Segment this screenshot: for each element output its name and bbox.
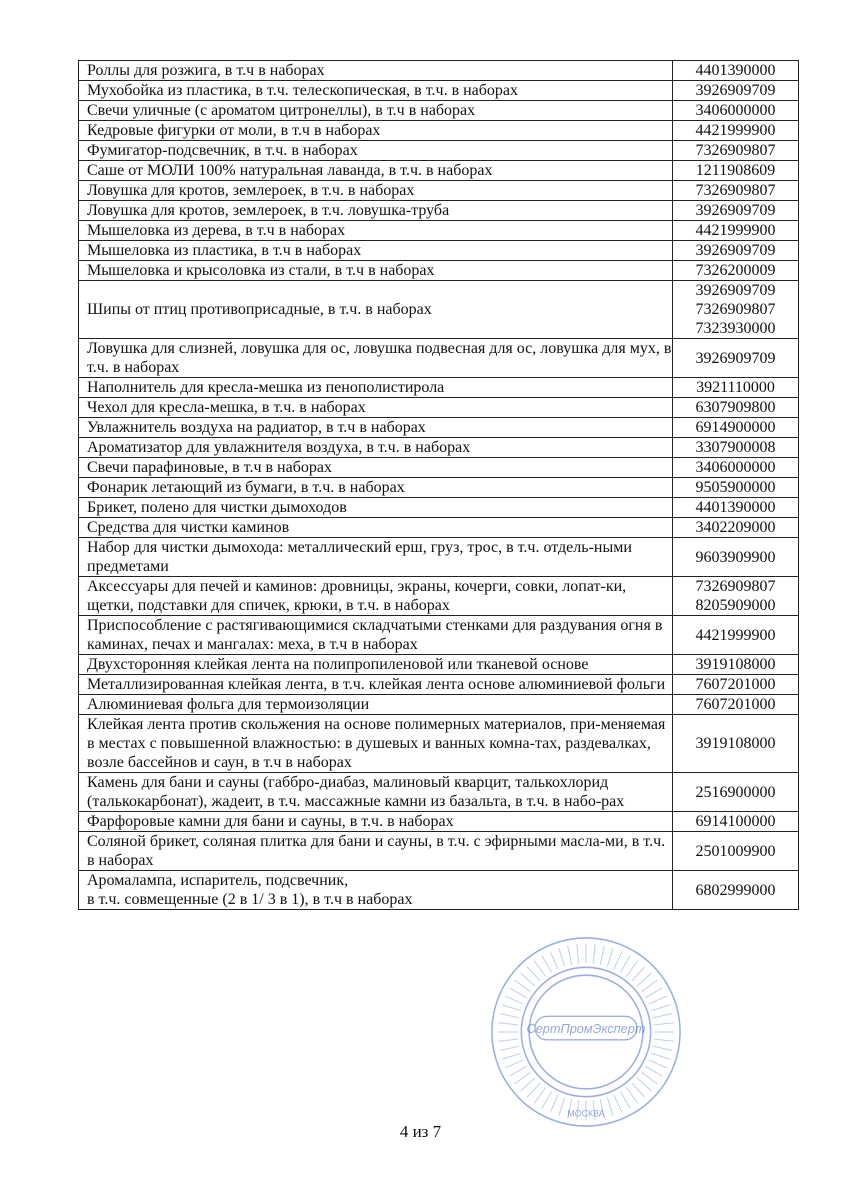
- table-row: [79, 695, 799, 715]
- table-row: [79, 518, 799, 538]
- hs-code: 6802999000: [695, 881, 776, 899]
- product-name-cell: Свечи парафиновые, в т.ч в наборах: [79, 458, 673, 478]
- hs-code: 3926909709: [695, 349, 776, 367]
- hs-code-cell: [673, 378, 799, 398]
- document-sheet: [78, 60, 799, 910]
- product-name-cell: Набор для чистки дымохода: металлический ерш, груз, трос, в т.ч. отдель-ными предметами: [79, 538, 673, 577]
- hs-code: 3921110000: [696, 379, 775, 396]
- hs-code: 3919108000: [695, 735, 776, 752]
- hs-code: 4421999900: [695, 626, 776, 644]
- product-name-cell: Клейкая лента против скольжения на основе полимерных материалов, при-меняемая в местах с повышенной влажностью: в душевых и ванных комна-тах, раздевалках, возле бассейнов и саун, в т.ч в наборах: [79, 715, 673, 773]
- table-row: [79, 141, 799, 161]
- hs-code: 3402209000: [695, 519, 776, 536]
- hs-code: 7326909807: [695, 142, 776, 159]
- product-name-cell: Аксессуары для печей и каминов: дровницы, экраны, кочерги, совки, лопат-ки, щетки, подставки для спичек, крюки, в т.ч. в наборах: [79, 577, 673, 616]
- hs-code-cell: [673, 221, 799, 241]
- table-row: [79, 418, 799, 438]
- hs-code-cell: [673, 261, 799, 281]
- table-row: [79, 616, 799, 655]
- hs-code-cell: [673, 518, 799, 538]
- table-row: [79, 871, 799, 910]
- table-row: [79, 458, 799, 478]
- hs-code: 7326200009: [695, 262, 776, 279]
- product-name-cell: Саше от МОЛИ 100% натуральная лаванда, в т.ч. в наборах: [79, 161, 673, 181]
- hs-code-cell: [673, 498, 799, 518]
- hs-code-cell: [673, 832, 799, 871]
- table-row: [79, 812, 799, 832]
- hs-code-cell: [673, 201, 799, 221]
- table-row: [79, 241, 799, 261]
- hs-code: 7323930000: [695, 320, 776, 337]
- product-name-cell: Мышеловка из пластика, в т.ч в наборах: [79, 241, 673, 261]
- hs-code-cell: [673, 675, 799, 695]
- hs-code: 3926909709: [695, 202, 776, 219]
- product-name-cell: Металлизированная клейкая лента, в т.ч. клейкая лента основе алюминиевой фольги: [79, 675, 673, 695]
- hs-code-cell: [673, 773, 799, 812]
- hs-code-cell: [673, 438, 799, 458]
- table-row: [79, 81, 799, 101]
- product-name-cell: Чехол для кресла-мешка, в т.ч. в наборах: [79, 398, 673, 418]
- table-row: [79, 398, 799, 418]
- table-row: [79, 161, 799, 181]
- hs-code-cell: [673, 616, 799, 655]
- table-row: [79, 538, 799, 577]
- hs-code-cell: [673, 181, 799, 201]
- table-row: [79, 655, 799, 675]
- table-row: [79, 121, 799, 141]
- product-name-cell: Двухсторонняя клейкая лента на полипропиленовой или тканевой основе: [79, 655, 673, 675]
- hs-code-cell: [673, 812, 799, 832]
- hs-code-cell: [673, 715, 799, 773]
- hs-code-cell: [673, 161, 799, 181]
- hs-code-cell: [673, 101, 799, 121]
- table-row: [79, 675, 799, 695]
- product-name-cell: Ароматизатор для увлажнителя воздуха, в т.ч. в наборах: [79, 438, 673, 458]
- table-row: [79, 261, 799, 281]
- hs-code: 7326909807: [695, 301, 776, 318]
- product-name-cell: Средства для чистки каминов: [79, 518, 673, 538]
- product-name-cell: Свечи уличные (с ароматом цитронеллы), в т.ч в наборах: [79, 101, 673, 121]
- product-name-cell: Мышеловка из дерева, в т.ч в наборах: [79, 221, 673, 241]
- hs-code-cell: [673, 81, 799, 101]
- hs-code: 7326909807: [695, 578, 776, 595]
- hs-code-cell: [673, 281, 799, 339]
- product-name-cell: Мухобойка из пластика, в т.ч. телескопическая, в т.ч. в наборах: [79, 81, 673, 101]
- product-name-cell: Мышеловка и крысоловка из стали, в т.ч в наборах: [79, 261, 673, 281]
- table-row: [79, 498, 799, 518]
- table-row: [79, 221, 799, 241]
- table-row: [79, 478, 799, 498]
- product-name-cell: Ловушка для кротов, землероек, в т.ч. в наборах: [79, 181, 673, 201]
- product-name-cell: Фонарик летающий из бумаги, в т.ч. в наборах: [79, 478, 673, 498]
- hs-code-cell: [673, 398, 799, 418]
- product-name-cell: Фумигатор-подсвечник, в т.ч. в наборах: [79, 141, 673, 161]
- table-row: [79, 577, 799, 616]
- product-name-cell: Наполнитель для кресла-мешка из пенополистирола: [79, 378, 673, 398]
- table-row: [79, 281, 799, 339]
- hs-code-cell: [673, 478, 799, 498]
- table-row: [79, 438, 799, 458]
- table-row: [79, 378, 799, 398]
- table-row: [79, 715, 799, 773]
- hs-code: 4401390000: [695, 62, 776, 79]
- table-row: [79, 339, 799, 378]
- hs-code: 9603909900: [695, 548, 776, 566]
- hs-code-cell: [673, 241, 799, 261]
- hs-code-cell: [673, 655, 799, 675]
- hs-code: 2516900000: [695, 783, 776, 801]
- hs-code: 9505900000: [695, 479, 776, 496]
- hs-code-cell: [673, 61, 799, 81]
- hs-code-cell: [673, 141, 799, 161]
- hs-code-cell: [673, 418, 799, 438]
- hs-code: 8205909000: [695, 597, 776, 614]
- product-codes-table: [78, 60, 799, 910]
- hs-code: 1211908609: [695, 162, 776, 179]
- hs-code: 7607201000: [695, 676, 776, 693]
- stamp-ring-pattern: [498, 944, 674, 1120]
- hs-code: 7326909807: [695, 182, 776, 199]
- product-name-cell: Шипы от птиц противоприсадные, в т.ч. в наборах: [79, 281, 673, 339]
- hs-code-cell: [673, 458, 799, 478]
- hs-code-cell: [673, 538, 799, 577]
- table-row: [79, 101, 799, 121]
- hs-code: 3926909709: [695, 242, 776, 259]
- hs-code: 6307909800: [695, 399, 776, 416]
- hs-code-cell: [673, 871, 799, 910]
- hs-code: 3926909709: [695, 82, 776, 99]
- hs-code: 2501009900: [695, 842, 776, 860]
- product-name-cell: Кедровые фигурки от моли, в т.ч в наборах: [79, 121, 673, 141]
- hs-code-cell: [673, 695, 799, 715]
- table-row: [79, 773, 799, 812]
- stamp-city: МОСКВА: [567, 1108, 605, 1119]
- hs-code-cell: [673, 339, 799, 378]
- table-body: [79, 61, 799, 910]
- hs-code: 6914100000: [695, 813, 776, 830]
- product-name-cell: Ловушка для кротов, землероек, в т.ч. ловушка-труба: [79, 201, 673, 221]
- table-row: [79, 181, 799, 201]
- table-row: [79, 201, 799, 221]
- hs-code-cell: [673, 121, 799, 141]
- product-name-cell: Брикет, полено для чистки дымоходов: [79, 498, 673, 518]
- product-name-cell: Алюминиевая фольга для термоизоляции: [79, 695, 673, 715]
- hs-code: 3406000000: [695, 102, 776, 119]
- product-name-cell: Камень для бани и сауны (габбро-диабаз, малиновый кварцит, талькохлорид (талькокарбонат), жадеит, в т.ч. массажные камни из базальта, в т.ч. в набо-рах: [79, 773, 673, 812]
- stamp-label: СертПромЭксперт: [526, 1020, 646, 1036]
- product-name-cell: Роллы для розжига, в т.ч в наборах: [79, 61, 673, 81]
- product-name-cell: Увлажнитель воздуха на радиатор, в т.ч в наборах: [79, 418, 673, 438]
- product-name-cell: Приспособление с растягивающимися складчатыми стенками для раздувания огня в каминах, печах и мангалах: меха, в т.ч в наборах: [79, 616, 673, 655]
- hs-code: 4421999900: [695, 122, 776, 139]
- table-row: [79, 832, 799, 871]
- hs-code-cell: [673, 577, 799, 616]
- hs-code: 4401390000: [695, 499, 776, 516]
- hs-code: 6914900000: [695, 419, 776, 436]
- hs-code: 4421999900: [695, 222, 776, 239]
- hs-code: 3926909709: [695, 282, 776, 299]
- table-row: [79, 61, 799, 81]
- product-name-cell: Аромалампа, испаритель, подсвечник, в т.ч. совмещенные (2 в 1/ 3 в 1), в т.ч в наборах: [79, 871, 673, 910]
- product-name-cell: Ловушка для слизней, ловушка для ос, ловушка подвесная для ос, ловушка для мух, в т.ч. в наборах: [79, 339, 673, 378]
- page-number: 4 из 7: [399, 1122, 442, 1141]
- certification-stamp: [488, 934, 684, 1130]
- product-name-cell: Соляной брикет, соляная плитка для бани и сауны, в т.ч. с эфирными масла-ми, в т.ч. в наборах: [79, 832, 673, 871]
- hs-code: 3919108000: [695, 656, 776, 673]
- product-name-cell: Фарфоровые камни для бани и сауны, в т.ч. в наборах: [79, 812, 673, 832]
- hs-code: 3406000000: [695, 459, 776, 476]
- hs-code: 3307900008: [695, 439, 776, 456]
- hs-code: 7607201000: [695, 696, 776, 713]
